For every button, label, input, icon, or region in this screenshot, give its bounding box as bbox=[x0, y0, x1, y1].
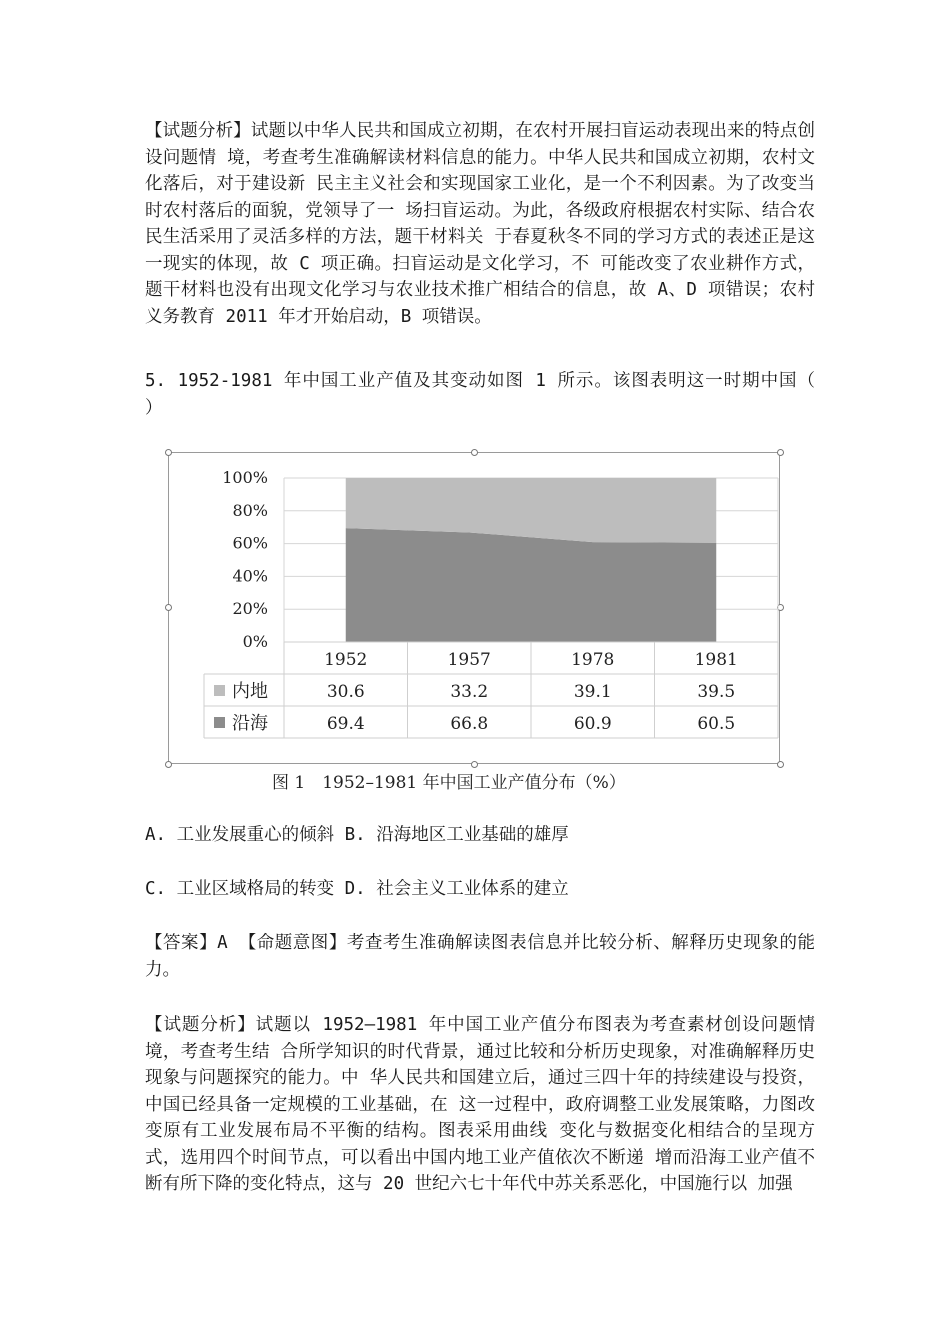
data-label: 39.1 bbox=[573, 682, 612, 702]
figure-caption: 图 1 1952–1981 年中国工业产值分布（%） bbox=[272, 773, 626, 793]
figure-1 bbox=[164, 446, 784, 791]
x-category-label: 1981 bbox=[694, 650, 738, 670]
analysis-paragraph-1: 【试题分析】试题以中华人民共和国成立初期，在农村开展扫盲运动表现出来的特点创设问题情 境，考查考生准确解读材料信息的能力。中华人民共和国成立初期，农村文化落后，对于建设新 民主主义社会和实现国家工业化，是一个不利因素。为了改变当时农村落后的面貌，党领导了一 场扫盲运动。为此，各级政府根据农村实际、结合农民生活采用了灵活多样的方法，题干材料关 于春夏秋冬不同的学习方式的表述正是这一现实的体现，故 C 项正确。扫盲运动是文化学习，不 可能改变了农业耕作方式，题干材料也没有出现文化学习与农业技术推广相结合的信息，故 A、D 项错误；农村义务教育 2011 年才开始启动，B 项错误。 bbox=[145, 121, 815, 327]
y-tick-label: 100% bbox=[222, 468, 268, 487]
data-label: 66.8 bbox=[450, 714, 489, 734]
legend-label-内地: 内地 bbox=[232, 681, 268, 702]
y-tick-label: 20% bbox=[232, 599, 268, 619]
options-a-b: A. 工业发展重心的倾斜 B. 沿海地区工业基础的雄厚 bbox=[145, 825, 569, 845]
data-label: 60.9 bbox=[573, 714, 612, 734]
answer-paragraph: 【答案】A 【命题意图】考查考生准确解读图表信息并比较分析、解释历史现象的能力。 bbox=[145, 933, 815, 980]
data-label: 69.4 bbox=[326, 714, 365, 734]
y-tick-label: 80% bbox=[232, 500, 268, 520]
y-tick-label: 60% bbox=[232, 533, 268, 553]
area-series-沿海 bbox=[346, 528, 717, 642]
options-c-d: C. 工业区域格局的转变 D. 社会主义工业体系的建立 bbox=[145, 879, 569, 899]
x-category-label: 1952 bbox=[324, 650, 368, 670]
x-category-label: 1957 bbox=[447, 650, 491, 670]
analysis-paragraph-2: 【试题分析】试题以 1952—1981 年中国工业产值分布图表为考查素材创设问题情境，考查考生结 合所学知识的时代背景，通过比较和分析历史现象，对准确解释历史现象与问题探究的能力。中 华人民共和国建立后，通过三四十年的持续建设与投资，中国已经具备一定规模的工业基础，在 这一过程中，政府调整工业发展策略，力图改变原有工业发展布局不平衡的结构。图表采用曲线 变化与数据变化相结合的呈现方式，选用四个时间节点，可以看出中国内地工业产值依次不断递 增而沿海工业产值不断有所下降的变化特点，这与 20 世纪六七十年代中苏关系恶化，中国施行以 加强 bbox=[145, 1015, 815, 1194]
data-label: 60.5 bbox=[697, 714, 736, 734]
y-tick-label: 0% bbox=[242, 632, 268, 651]
data-label: 33.2 bbox=[450, 682, 489, 702]
y-tick-label: 40% bbox=[232, 566, 268, 586]
legend-swatch-内地 bbox=[214, 685, 225, 696]
stacked-area-chart bbox=[164, 446, 784, 766]
data-label: 39.5 bbox=[697, 682, 736, 702]
question-5-stem: 5. 1952-1981 年中国工业产值及其变动如图 1 所示。该图表明这一时期中国（ ） bbox=[145, 371, 844, 418]
data-label: 30.6 bbox=[326, 682, 365, 702]
legend-label-沿海: 沿海 bbox=[232, 713, 268, 734]
legend-swatch-沿海 bbox=[214, 717, 225, 728]
x-category-label: 1978 bbox=[571, 650, 615, 670]
